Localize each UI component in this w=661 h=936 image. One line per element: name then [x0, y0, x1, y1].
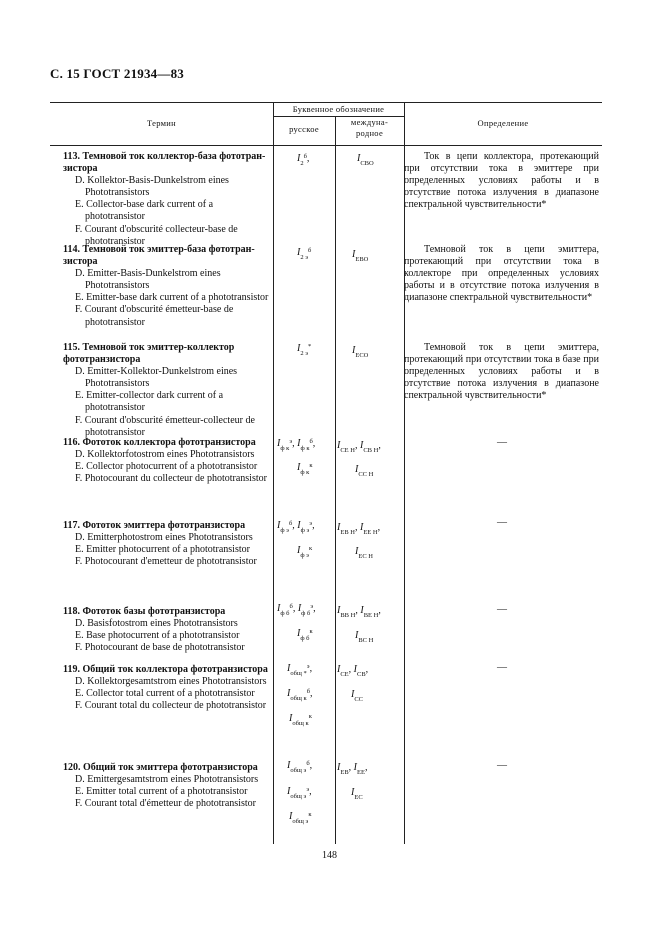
definition-text: Темновой ток в цепи эмиттера, протекающий при отсутствии тока в базе при определенных условиях работы и в отсутствие потока излучения в диапазоне спектральной чувствительности* [404, 342, 599, 402]
term-german: D. Emitterphotostrom eines Phototransistors [75, 532, 253, 544]
russian-column-header: русское [289, 124, 319, 134]
symbol-international: ICE, ICB, [337, 664, 369, 678]
symbol-international: IEC [351, 787, 363, 801]
term-german: D. Emitter-Basis-Dunkelstrom eines Phototransistors [75, 268, 221, 292]
term-english: E. Emitter-collector dark current of a phototransistor [75, 390, 224, 414]
header-bottom-rule [50, 145, 602, 146]
page-header: С. 15 ГОСТ 21934—83 [50, 66, 184, 81]
term-french: F. Photocourant d'emetteur de phototransistor [75, 556, 257, 568]
term-english: E. Emitter total current of a phototransistor [75, 786, 248, 798]
definition-text: Темновой ток в цепи эмиттера, протекающий при отсутствии тока в коллекторе при определенных условиях работы и в отсутствие потока излучения в диапазоне спектральной чувствительности* [404, 244, 599, 304]
symbol-russian: I2 э* [297, 343, 312, 357]
symbol-group-header: Буквенное обозначение [292, 104, 385, 114]
term-column-divider [273, 102, 274, 844]
symbol-russian: I2б, [297, 153, 310, 167]
page-number: 148 [322, 850, 337, 861]
symbol-column-divider [335, 116, 336, 844]
symbol-international: IEC H [355, 546, 373, 560]
term-title: 119. Общий ток коллектора фототранзистора [63, 664, 268, 675]
term-title: 117. Фототок эмиттера фототранзистора [63, 520, 246, 531]
term-title: 116. Фототок коллектора фототранзистора [63, 437, 256, 448]
symbol-russian: Iобщ *э, [287, 663, 313, 677]
term-french: F. Photocourant de base de phototransistor [75, 642, 245, 654]
term-german: D. Basisfotostrom eines Phototransistors [75, 618, 238, 630]
symbol-russian: Iф бб, Iф бэ, [277, 603, 316, 617]
term-english: E. Collector total current of a phototransistor [75, 688, 255, 700]
symbol-russian: I2 эб [297, 247, 312, 261]
definition-dash: — [497, 760, 507, 771]
term-german: D. Emitter-Kollektor-Dunkelstrom eines Phototransistors [75, 366, 238, 390]
symbol-russian: Iф бк [297, 628, 313, 642]
term-english: E. Emitter-base dark current of a phototransistor [75, 292, 269, 304]
list-item [63, 342, 270, 439]
term-title: 118. Фототок базы фототранзистора [63, 606, 226, 617]
term-french: F. Courant d'obscurité émetteur-base de phototransistor [75, 304, 234, 328]
international-header-line2: родное [355, 128, 384, 138]
term-french: F. Photocourant du collecteur de phototransistor [75, 473, 267, 485]
international-column-header [335, 117, 404, 139]
term-german: D. Kollektorfotostrom eines Phototransistors [75, 449, 255, 461]
term-german: D. Emittergesamtstrom eines Phototransistors [75, 774, 259, 786]
definition-column-header: Определение [477, 118, 529, 128]
term-french: F. Courant total du collecteur de phototransistor [75, 700, 267, 712]
symbol-russian: Iобщ кк [289, 713, 312, 727]
list-item [63, 606, 270, 654]
term-title: 115. Темновой ток эмиттер-коллектор фототранзистора [63, 342, 235, 366]
symbol-international: IBC H [355, 630, 374, 644]
symbol-international: ICE H, ICB H, [337, 440, 381, 454]
term-german: D. Kollektor-Basis-Dunkelstrom eines Phototransistors [75, 175, 229, 199]
list-item [63, 437, 270, 485]
symbol-international: ICC H [355, 464, 374, 478]
term-english: E. Collector-base dark current of a phototransistor [75, 199, 214, 223]
international-header-line1: междуна- [350, 117, 389, 127]
definition-dash: — [497, 517, 507, 528]
term-title: 114. Темновой ток эмиттер-база фототран-зистора [63, 244, 255, 268]
list-item [63, 520, 270, 568]
symbol-international: IEB, IEE, [337, 762, 368, 776]
term-english: E. Base photocurrent of a phototransistor [75, 630, 240, 642]
symbol-international: IECO [352, 345, 369, 359]
term-title: 120. Общий ток эмиттера фототранзистора [63, 762, 258, 773]
symbol-russian: Iобщ кб, [287, 688, 313, 702]
symbol-russian: Iф кк [297, 462, 313, 476]
list-item [63, 244, 270, 329]
list-item [63, 762, 270, 810]
term-german: D. Kollektorgesamtstrom eines Phototransistors [75, 676, 267, 688]
definition-dash: — [497, 662, 507, 673]
term-title: 113. Темновой ток коллектор-база фототран-зистора [63, 151, 266, 175]
table-top-rule [50, 102, 602, 103]
symbol-russian: Iобщ ээ, [287, 786, 312, 800]
definition-column-divider [404, 102, 405, 844]
term-column-header: Термин [146, 118, 177, 128]
list-item [63, 151, 270, 248]
symbol-international: ICC [351, 689, 364, 703]
symbol-russian: Iф эк [297, 545, 313, 559]
list-item [63, 664, 270, 712]
term-english: E. Collector photocurrent of a phototransistor [75, 461, 258, 473]
symbol-international: IEBO [352, 249, 369, 263]
symbol-international: ICBO [357, 153, 374, 167]
definition-dash: — [497, 604, 507, 615]
term-french: F. Courant d'obscurité collecteur-base de phototransistor [75, 223, 238, 247]
term-french: F. Courant total d'émetteur de phototransistor [75, 798, 256, 810]
symbol-russian: Iобщ эб, [287, 760, 313, 774]
symbol-russian: Iобщ эк [289, 811, 312, 825]
symbol-russian: Iф эб, Iф ээ, [277, 520, 315, 534]
definition-text: Ток в цепи коллектора, протекающий при отсутствии тока в эмиттере при определенных условиях работы и в отсутствие потока излучения в диапазоне спектральной чувствительности* [404, 151, 599, 211]
definition-dash: — [497, 437, 507, 448]
symbol-international: IBB H, IBE H, [337, 605, 381, 619]
term-english: E. Emitter photocurrent of a phototransistor [75, 544, 250, 556]
symbol-international: IEB H, IEE H, [337, 522, 381, 536]
symbol-russian: Iф кэ, Iф кб, [277, 438, 316, 452]
term-french: F. Courant d'obscurité émetteur-collecteur de phototransistor [75, 414, 255, 438]
